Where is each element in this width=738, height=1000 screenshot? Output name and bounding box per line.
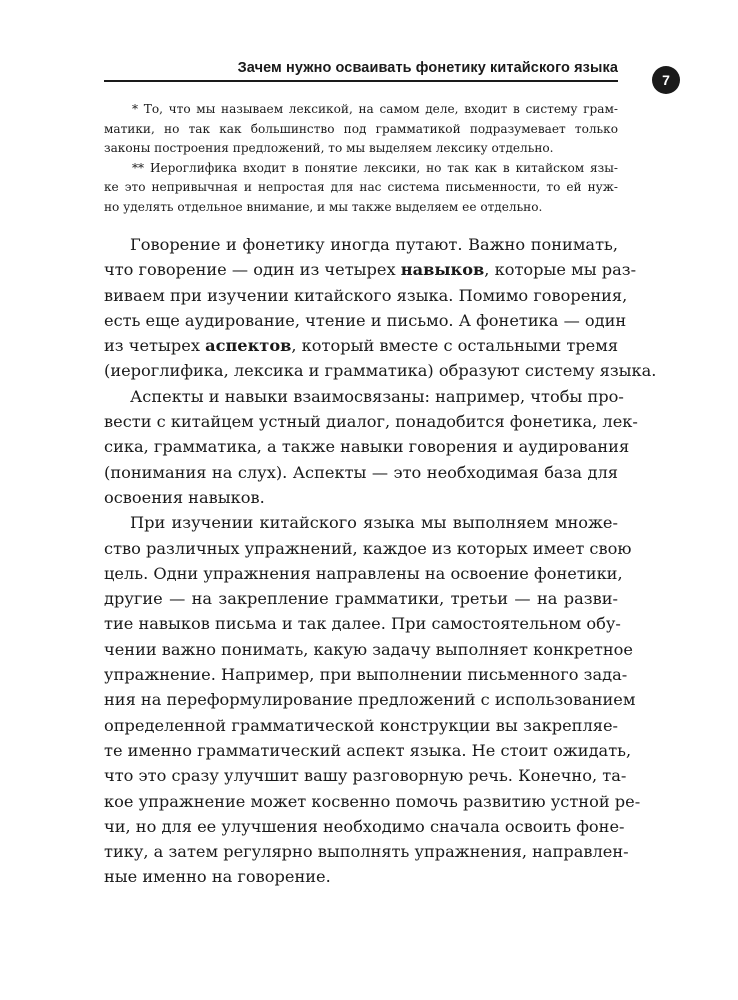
- text-line: ные именно на говорение.: [104, 867, 331, 887]
- text-line: Аспекты и навыки взаимосвязаны: например, чтобы про-: [130, 386, 624, 406]
- text-line: Говорение и фонетику иногда путают. Важно понимать,: [130, 235, 618, 254]
- text-line: освоения навыков.: [104, 487, 265, 507]
- text-line: определенной грамматической конструкции вы закрепляе-: [104, 715, 618, 735]
- footnote-line: законы построения предложений, то мы выделяем лексику отдельно.: [104, 141, 554, 155]
- footnote-line: ** Иероглифика входит в понятие лексики, но так как в китайском язы-: [132, 160, 618, 175]
- paragraph-3: [104, 510, 641, 889]
- page-number-badge: 7: [652, 66, 680, 94]
- footnotes: [104, 100, 618, 217]
- text-line: есть еще аудирование, чтение и письмо. А фонетика — один: [104, 310, 627, 330]
- footnote-1: [104, 100, 618, 159]
- footnote-2: [104, 159, 618, 218]
- footnote-line: но уделять отдельное внимание, и мы также выделяем ее отдельно.: [104, 199, 543, 214]
- term-skills: навыков: [400, 260, 485, 280]
- text-line: тику, а затем регулярно выполнять упражнения, направлен-: [104, 842, 629, 862]
- paragraph-1: [104, 232, 657, 384]
- running-header-title: Зачем нужно осваивать фонетику китайского языка: [237, 60, 618, 76]
- text-line: сика, грамматика, а также навыки говорения и аудирования: [104, 437, 630, 457]
- header-rule: [104, 80, 618, 82]
- main-text: [104, 232, 657, 890]
- text-line: тие навыков письма и так далее. При самостоятельном обу-: [104, 614, 621, 634]
- text-line: ство различных упражнений, каждое из которых имеет свою: [104, 538, 632, 558]
- text-line: ния на переформулирование предложений с использованием: [104, 690, 636, 710]
- text-line: чении важно понимать, какую задачу выполняет конкретное: [104, 639, 633, 659]
- text-line: другие — на закрепление грамматики, третьи — на разви-: [104, 589, 618, 609]
- text-line: кое упражнение может косвенно помочь развитию устной ре-: [104, 791, 641, 811]
- text-line: из четырех аспектов, который вместе с остальными тремя: [104, 336, 619, 356]
- text-line: упражнение. Например, при выполнении письменного зада-: [104, 665, 628, 685]
- footnote-line: ке это непривычная и непростая для нас система письменности, то ей нуж-: [104, 180, 618, 194]
- text-line: чи, но для ее улучшения необходимо сначала освоить фоне-: [104, 816, 625, 836]
- footnote-line: матики, но так как большинство под грамматикой подразумевает только: [104, 121, 618, 136]
- text-line: что говорение — один из четырех навыков, которые мы раз-: [104, 260, 637, 280]
- text-line: виваем при изучении китайского языка. Помимо говорения,: [104, 285, 628, 305]
- paragraph-2: [104, 384, 638, 510]
- text-line: цель. Одни упражнения направлены на освоение фонетики,: [104, 563, 623, 583]
- text-line: вести с китайцем устный диалог, понадобится фонетика, лек-: [104, 412, 638, 432]
- footnote-line: * То, что мы называем лексикой, на самом деле, входит в систему грам-: [132, 102, 618, 116]
- text-line: что это сразу улучшит вашу разговорную речь. Конечно, та-: [104, 766, 627, 786]
- text-line: При изучении китайского языка мы выполняем множе-: [130, 513, 618, 533]
- text-line: (иероглифика, лексика и грамматика) образуют систему языка.: [104, 361, 657, 381]
- term-aspects: аспектов: [205, 336, 292, 356]
- text-line: (понимания на слух). Аспекты — это необходимая база для: [104, 462, 618, 482]
- text-line: те именно грамматический аспект языка. Не стоит ожидать,: [104, 740, 632, 760]
